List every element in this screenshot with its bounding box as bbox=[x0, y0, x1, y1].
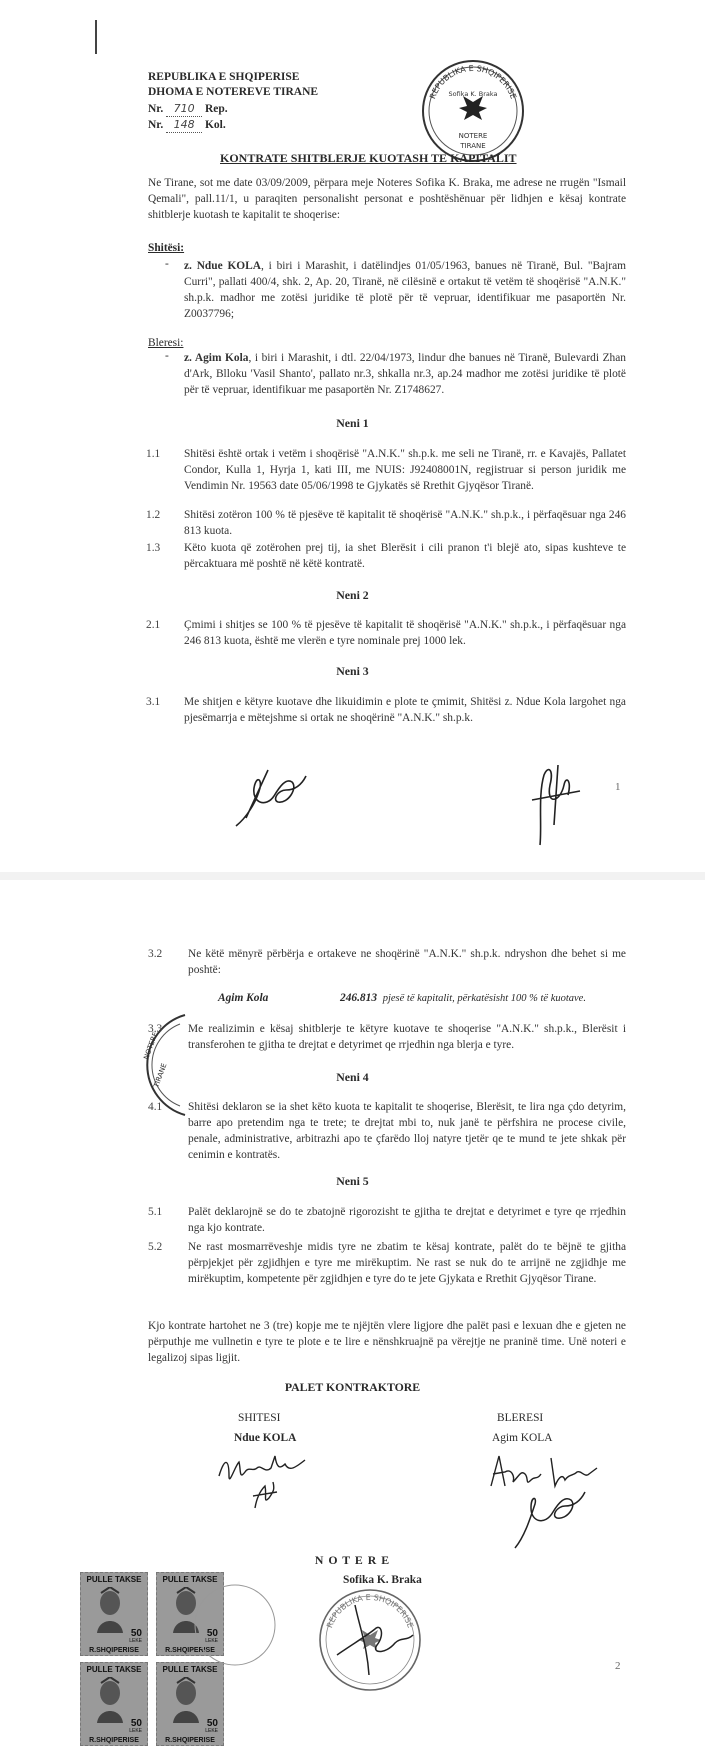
scan-mark bbox=[95, 20, 97, 54]
partial-seal-text-1: NOTERE bbox=[142, 1030, 160, 1061]
bottom-seal-outer-text: REPUBLIKA E SHQIPERISE bbox=[325, 1592, 415, 1630]
tax-stamp-1: PULLE TAKSE 50 LEKE R.SHQIPERISE bbox=[80, 1572, 148, 1656]
seal-name-text: Sofika K. Braka bbox=[448, 90, 498, 98]
buyer-signature-1 bbox=[520, 755, 590, 850]
notary-seal-bottom bbox=[315, 1585, 425, 1695]
seller-signature-1 bbox=[226, 748, 316, 838]
seal-bottom-text-2: TIRANE bbox=[460, 142, 486, 150]
seal-outer-text: REPUBLIKA E SHQIPERISE bbox=[428, 63, 518, 101]
clause-1-2-number: 1.2 bbox=[146, 509, 161, 521]
clause-5-2: Ne rast mosmarrëveshje midis tyre ne zbatim te kësaj kontrate, palët do te bëjnë te gjitha përpjekjet për zgjidhjen e tyre me mirëkuptim. Ne rast se nuk do te arrijnë ne zgjidhje me mirëkuptim, kompetente për zgjidhjen e tyre do te jete Gjykata e Rrethit Gjyqësor Tirane. bbox=[188, 1241, 626, 1285]
portrait-icon bbox=[93, 1587, 127, 1635]
clause-3-1: Me shitjen e këtyre kuotave dhe likuidimin e plote te çmimit, Shitësi z. Ndue Kola largohet nga pjesëmarrja e mëtejshme si ortak ne shoqërinë "A.N.K." sh.p.k. bbox=[184, 696, 626, 724]
article-4-heading: Neni 4 bbox=[336, 1070, 369, 1084]
intro-paragraph: Ne Tirane, sot me date 03/09/2009, përpara meje Noteres Sofika K. Braka, me adrese ne rrugën "Ismail Qemali", pall.11/1, u paraqiten personalisht personat e poshtëshënuar për lidhjen e kësaj kontrate shitblerje kuotash te kapitalit te shoqerise: bbox=[148, 177, 626, 221]
seller-paragraph: z. Ndue KOLA, i biri i Marashit, i datëlindjes 01/05/1963, banues në Tiranë, Bul. "Bajram Curri", pallati 400/4, shk. 2, Ap. 20, Tiranë, në cilësinë e ortakut të vetëm të shoqërisë "A.N.K." sh.p.k. madhor me zotësi juridike të plotë për të vepruar, identifikuar me pasaportën Nr. Z0037796; bbox=[184, 260, 626, 320]
clause-4-1-number: 4.1 bbox=[148, 1101, 163, 1113]
article-1-heading: Neni 1 bbox=[336, 416, 369, 430]
header-kol-number: Nr. 148 Kol. bbox=[148, 118, 226, 131]
clause-3-3: Me realizimin e kësaj shitblerje te këtyre kuotave te shoqerise "A.N.K." sh.p.k., Blerësit i transferohen te gjitha te drejtat e detyrimet qe rrjedhin nga blerja e tyre. bbox=[188, 1023, 626, 1051]
buyer-paragraph: z. Agim Kola, i biri i Marashit, i dtl. 22/04/1973, lindur dhe banues në Tiranë, Bulevardi Zhan d'Ark, Blloku 'Vasil Shanto', pallato nr.3, shkalla nr.3, ap.24 madhor me zotësi juridike të plotë për të vepruar, identifikuar me pasaportën Nr. Z1748627. bbox=[184, 352, 626, 396]
buyer-signature-2 bbox=[485, 1446, 615, 1556]
svg-text:REPUBLIKA E SHQIPERISE bbox=[325, 1593, 415, 1629]
parties-heading: PALET KONTRAKTORE bbox=[284, 1380, 421, 1394]
clause-5-2-number: 5.2 bbox=[148, 1241, 163, 1253]
notary-seal-partial bbox=[100, 1010, 190, 1120]
buyer-bullet: - bbox=[165, 350, 169, 362]
clause-1-1-number: 1.1 bbox=[146, 448, 161, 460]
clause-1-2: Shitësi zotëron 100 % të pjesëve të kapitalit të shoqërisë "A.N.K." sh.p.k., i përfaqësuar nga 246 813 kuota. bbox=[184, 509, 626, 537]
clause-2-1: Çmimi i shitjes se 100 % të pjesëve të kapitalit të shoqërisë "A.N.K." sh.p.k., i përfaqësuar nga 246 813 kuota, është me vlerën e tyre nominale prej 1000 lek. bbox=[184, 619, 626, 647]
contract-page-2 bbox=[0, 880, 705, 1750]
notary-name: Sofika K. Braka bbox=[343, 1574, 422, 1586]
header-rep-number: Nr. 710 Rep. bbox=[148, 102, 228, 115]
page-separator bbox=[0, 872, 705, 880]
clause-2-1-number: 2.1 bbox=[146, 619, 161, 631]
clause-3-2-number: 3.2 bbox=[148, 948, 163, 960]
holder-quotas-line: 246.813 pjesë të kapitalit, përkatësisht 100 % të kuotave. bbox=[340, 992, 586, 1004]
holder-name: Agim Kola bbox=[218, 992, 269, 1004]
contract-page-1 bbox=[0, 0, 705, 872]
seller-label: SHITESI bbox=[238, 1412, 281, 1424]
tax-stamp-3: PULLE TAKSE 50 LEKE R.SHQIPERISE bbox=[80, 1662, 148, 1746]
seller-signatory-name: Ndue KOLA bbox=[234, 1432, 297, 1444]
buyer-signatory-name: Agim KOLA bbox=[492, 1432, 553, 1444]
buyer-label: BLERESI bbox=[497, 1412, 544, 1424]
clause-5-1-number: 5.1 bbox=[148, 1206, 163, 1218]
partial-seal-text-2: TIRANE bbox=[152, 1062, 169, 1089]
seller-signature-2 bbox=[215, 1446, 315, 1516]
header-republic: REPUBLIKA E SHQIPERISE bbox=[148, 71, 300, 83]
header-chamber: DHOMA E NOTEREVE TIRANE bbox=[148, 86, 319, 98]
article-3-heading: Neni 3 bbox=[336, 664, 369, 678]
tax-stamp-4: PULLE TAKSE 50 LEKE R.SHQIPERISE bbox=[156, 1662, 224, 1746]
clause-3-2: Ne këtë mënyrë përbërja e ortakeve ne shoqërinë "A.N.K." sh.p.k. ndryshon dhe behet si me poshtë: bbox=[188, 948, 626, 976]
tax-stamp-2: PULLE TAKSE 50 LEKE R.SHQIPERISE bbox=[156, 1572, 224, 1656]
clause-1-3-number: 1.3 bbox=[146, 542, 161, 554]
clause-4-1: Shitësi deklaron se ia shet këto kuota te kapitalit te shoqerise, Blerësit, te lira nga çdo detyrim, barre apo pretendim nga te trete; te drejtat mbi to, nuk janë te përfshira ne procese civile, penale, administrative, arbitrazhi apo te çfarëdo lloj natyre tjetër qe te mund te jete shkak për cenimin e kontratës. bbox=[188, 1101, 626, 1161]
portrait-icon bbox=[169, 1677, 203, 1725]
notary-label: N O T E R E bbox=[314, 1553, 391, 1567]
closing-paragraph: Kjo kontrate hartohet ne 3 (tre) kopje me te njëjtën vlere ligjore dhe palët pasi e lexuan dhe e gjeten ne përputhje me vullnetin e tyre te plote e te lire e nënshkruajnë pa vërejtje ne praninë time. Unë noteri e legalizoj sipas ligjit. bbox=[148, 1320, 626, 1364]
eagle-icon bbox=[459, 96, 487, 120]
seller-heading: Shitësi: bbox=[148, 242, 185, 254]
article-5-heading: Neni 5 bbox=[336, 1174, 369, 1188]
contract-title: KONTRATE SHITBLERJE KUOTASH TE KAPITALIT bbox=[220, 151, 517, 165]
stamp-cancellation-mark bbox=[190, 1580, 280, 1670]
clause-5-1: Palët deklarojnë se do te zbatojnë rigorozisht te gjitha te drejtat e detyrimet e tyre qe rrjedhin nga kjo kontrate. bbox=[188, 1206, 626, 1234]
buyer-heading: Bleresi: bbox=[148, 337, 184, 349]
clause-3-3-number: 3.3 bbox=[148, 1023, 163, 1035]
clause-1-3: Këto kuota që zotërohen prej tij, ia shet Blerësit i cili pranon t'i blejë ato, sipas kushteve te përcaktuara më poshtë në këtë kontratë. bbox=[184, 542, 626, 570]
page-number-2: 2 bbox=[615, 1660, 621, 1672]
clause-1-1: Shitësi është ortak i vetëm i shoqërisë "A.N.K." sh.p.k. me seli ne Tiranë, rr. e Kavajës, Pallatet Condor, Kulla 1, Hyrja 1, kati III, me NUIS: J92408001N, regjistruar si person juridik me Vendimin Nr. 19563 date 05/06/1998 te Gjykatës së Rrethit Gjyqësor Tiranë. bbox=[184, 448, 626, 492]
clause-3-1-number: 3.1 bbox=[146, 696, 161, 708]
seal-bottom-text-1: NOTERE bbox=[458, 132, 488, 140]
portrait-icon bbox=[93, 1677, 127, 1725]
seller-bullet: - bbox=[165, 258, 169, 270]
page-number-1: 1 bbox=[615, 781, 621, 793]
article-2-heading: Neni 2 bbox=[336, 588, 369, 602]
